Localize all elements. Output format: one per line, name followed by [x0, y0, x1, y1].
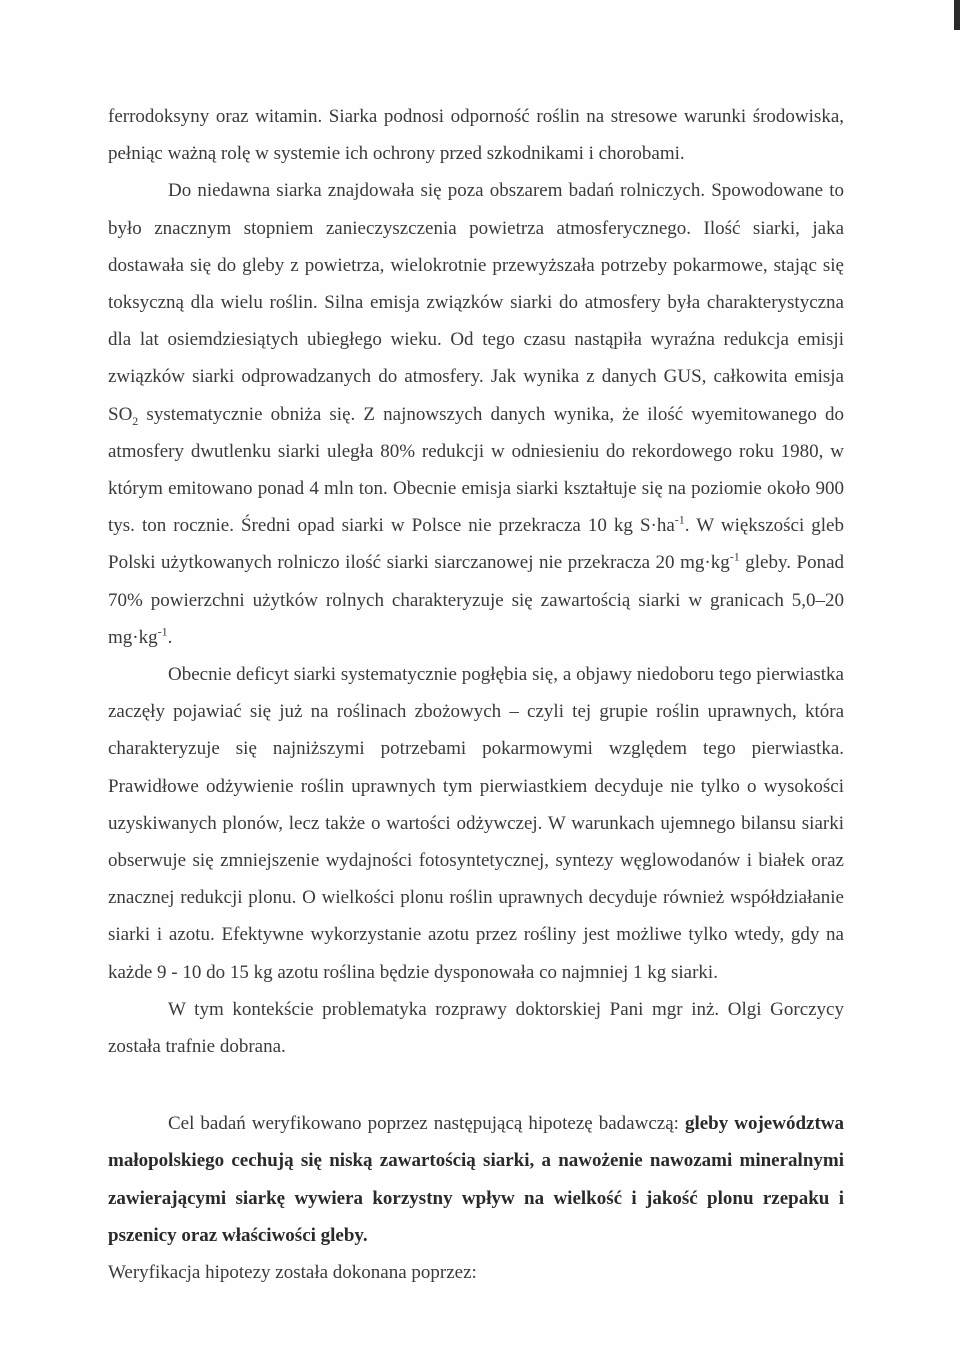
- paragraph-2-part-a: Do niedawna siarka znajdowała się poza obszarem badań rolniczych. Spowodowane to było znacznym stopniem zanieczyszczenia powietrza atmosferycznego. Ilość siarki, jaka dostawała się do gleby z powietrza, wielokrotnie przewyższała potrzeby pokarmowe, stając się toksyczną dla wielu roślin. Silna emisja związków siarki do atmosfery była charakterystyczna dla lat osiemdziesiątych ubiegłego wieku. Od tego czasu nastąpiła wyraźna redukcja emisji związków siarki odprowadzanych do atmosfery. Jak wynika z danych GUS, całkowita emisja SO: [108, 180, 844, 425]
- unit-superscript-1: -1: [674, 512, 685, 527]
- paragraph-2-part-c: . W większości gleb Polski użytkowanych rolniczo ilość siarki siarczanowej nie przekracza 20 mg·kg: [108, 515, 844, 574]
- unit-superscript-3: -1: [157, 624, 168, 639]
- section-gap: [108, 1065, 844, 1105]
- paragraph-3: Obecnie deficyt siarki systematycznie pogłębia się, a objawy niedoboru tego pierwiastka zaczęły pojawiać się już na roślinach zbożowych – czyli tej grupie roślin uprawnych, która charakteryzuje się najniższymi potrzebami pokarmowymi względem tego pierwiastka. Prawidłowe odżywienie roślin uprawnych tym pierwiastkiem decyduje nie tylko o wysokości uzyskiwanych plonów, lecz także o wartości odżywczej. W warunkach ujemnego bilansu siarki obserwuje się zmniejszenie wydajności fotosyntetycznej, syntezy węglowodanów i białek oraz znacznej redukcji plonu. O wielkości plonu roślin uprawnych decyduje również współdziałanie siarki i azotu. Efektywne wykorzystanie azotu przez rośliny jest możliwe tylko wtedy, gdy na każde 9 - 10 do 15 kg azotu roślina będzie dysponowała co najmniej 1 kg siarki.: [108, 664, 844, 983]
- paragraph-5-hypothesis: [108, 1105, 844, 1254]
- so2-subscript: 2: [132, 413, 139, 428]
- paragraph-2-part-b: systematycznie obniża się. Z najnowszych danych wynika, że ilość wyemitowanego do atmosfery dwutlenku siarki uległa 80% redukcji w odniesieniu do rekordowego roku 1980, w którym emitowano ponad 4 mln ton. Obecnie emisja siarki kształtuje się na poziomie około 900 tys. ton rocznie. Średni opad siarki w Polsce nie przekracza 10 kg S·ha: [108, 403, 844, 537]
- paragraph-2-part-d: gleby. Ponad 70% powierzchni użytków rolnych charakteryzuje się zawartością siarki w granicach 5,0–20 mg·kg: [108, 552, 844, 648]
- unit-superscript-2: -1: [729, 550, 740, 565]
- document-body: [108, 98, 844, 1291]
- paragraph-4: W tym kontekście problematyka rozprawy doktorskiej Pani mgr inż. Olgi Gorczycy została trafnie dobrana.: [108, 998, 844, 1058]
- paragraph-1: ferrodoksyny oraz witamin. Siarka podnosi odporność roślin na stresowe warunki środowiska, pełniąc ważną rolę w systemie ich ochrony przed szkodnikami i chorobami.: [108, 106, 844, 165]
- paragraph-2: [108, 172, 844, 656]
- scan-edge-mark: [954, 0, 960, 30]
- hypothesis-lead: Cel badań weryfikowano poprzez następującą hipotezę badawczą:: [168, 1113, 685, 1135]
- paragraph-6: Weryfikacja hipotezy została dokonana poprzez:: [108, 1262, 477, 1284]
- paragraph-2-part-e: .: [167, 626, 173, 648]
- hypothesis-statement: gleby województwa małopolskiego cechują się niską zawartością siarki, a nawożenie nawozami mineralnymi zawierającymi siarkę wywiera korzystny wpływ na wielkość i jakość plonu rzepaku i pszenicy oraz właściwości gleby.: [108, 1113, 844, 1246]
